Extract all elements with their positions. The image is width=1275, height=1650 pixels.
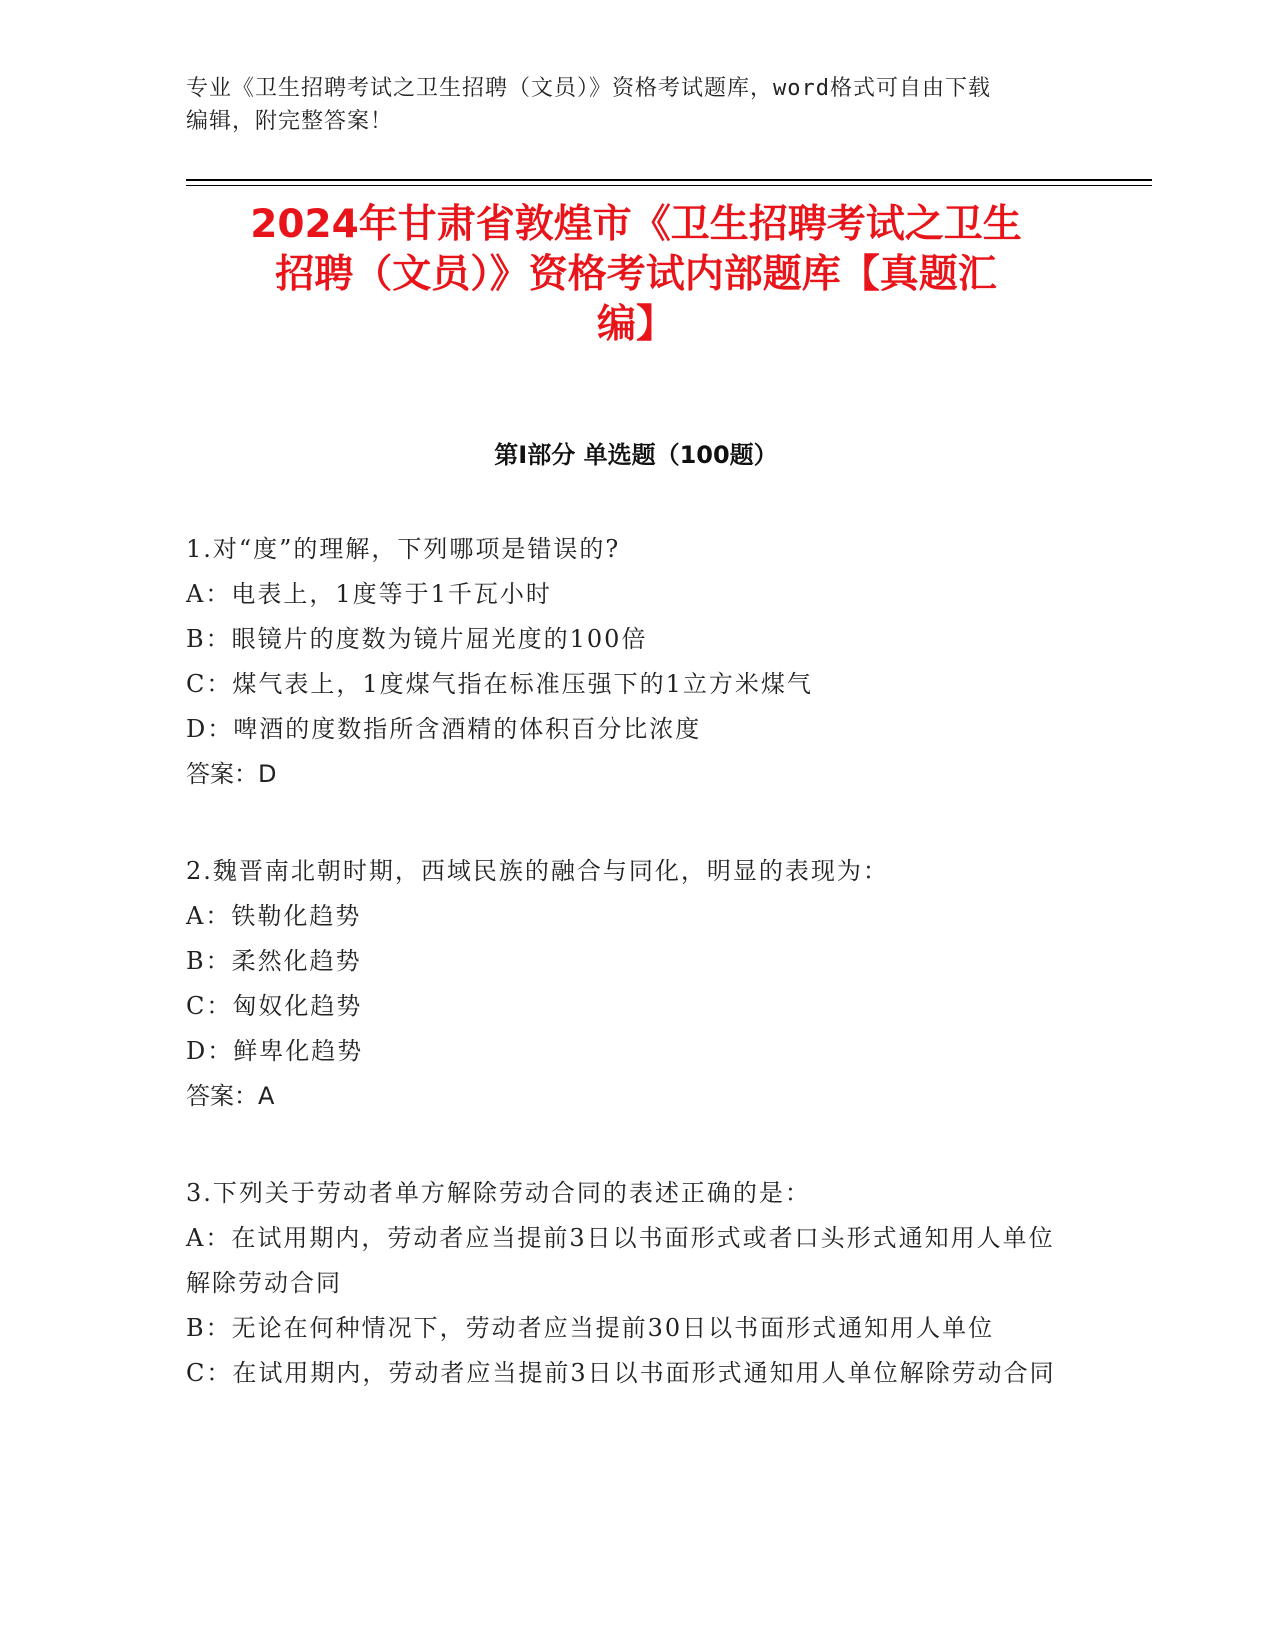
header-note	[186, 72, 1066, 138]
section-heading: 第Ⅰ部分 单选题（100题）	[494, 441, 778, 469]
document-title-line: 2024年甘肃省敦煌市《卫生招聘考试之卫生	[250, 202, 1022, 247]
document-title-line: 编】	[596, 302, 675, 347]
question-stem: 2.魏晋南北朝时期，西域民族的融合与同化，明显的表现为：	[186, 857, 889, 885]
header-note-line: 编辑，附完整答案！	[186, 109, 394, 134]
question-option: A：电表上，1度等于1千瓦小时	[186, 580, 552, 608]
question-answer: 答案：D	[186, 760, 277, 788]
question-item	[186, 1171, 1066, 1396]
question-option: D：啤酒的度数指所含酒精的体积百分比浓度	[186, 715, 702, 743]
document-title	[186, 200, 1086, 350]
question-option: A：铁勒化趋势	[186, 902, 362, 930]
question-option: C：煤气表上，1度煤气指在标准压强下的1立方米煤气	[186, 670, 813, 698]
question-option: B：眼镜片的度数为镜片屈光度的100倍	[186, 625, 648, 653]
question-option: B：无论在何种情况下，劳动者应当提前30日以书面形式通知用人单位	[186, 1314, 995, 1342]
header-divider	[186, 179, 1152, 181]
question-answer: 答案：A	[186, 1082, 275, 1110]
header-note-line: 专业《卫生招聘考试之卫生招聘（文员）》资格考试题库，word格式可自由下载	[186, 76, 991, 101]
question-option: B：柔然化趋势	[186, 947, 362, 975]
question-item	[186, 849, 1066, 1119]
header-divider	[186, 185, 1152, 186]
question-option: C：在试用期内，劳动者应当提前3日以书面形式通知用人单位解除劳动合同	[186, 1359, 1056, 1387]
question-option: D：鲜卑化趋势	[186, 1037, 364, 1065]
question-option: C：匈奴化趋势	[186, 992, 363, 1020]
document-title-line: 招聘（文员）》资格考试内部题库【真题汇	[275, 252, 997, 297]
question-item	[186, 527, 1066, 797]
question-list	[186, 527, 1066, 1448]
question-option: A：在试用期内，劳动者应当提前3日以书面形式或者口头形式通知用人单位解除劳动合同	[186, 1224, 1055, 1297]
question-stem: 1.对“度”的理解，下列哪项是错误的?	[186, 535, 621, 563]
question-stem: 3.下列关于劳动者单方解除劳动合同的表述正确的是：	[186, 1179, 811, 1207]
